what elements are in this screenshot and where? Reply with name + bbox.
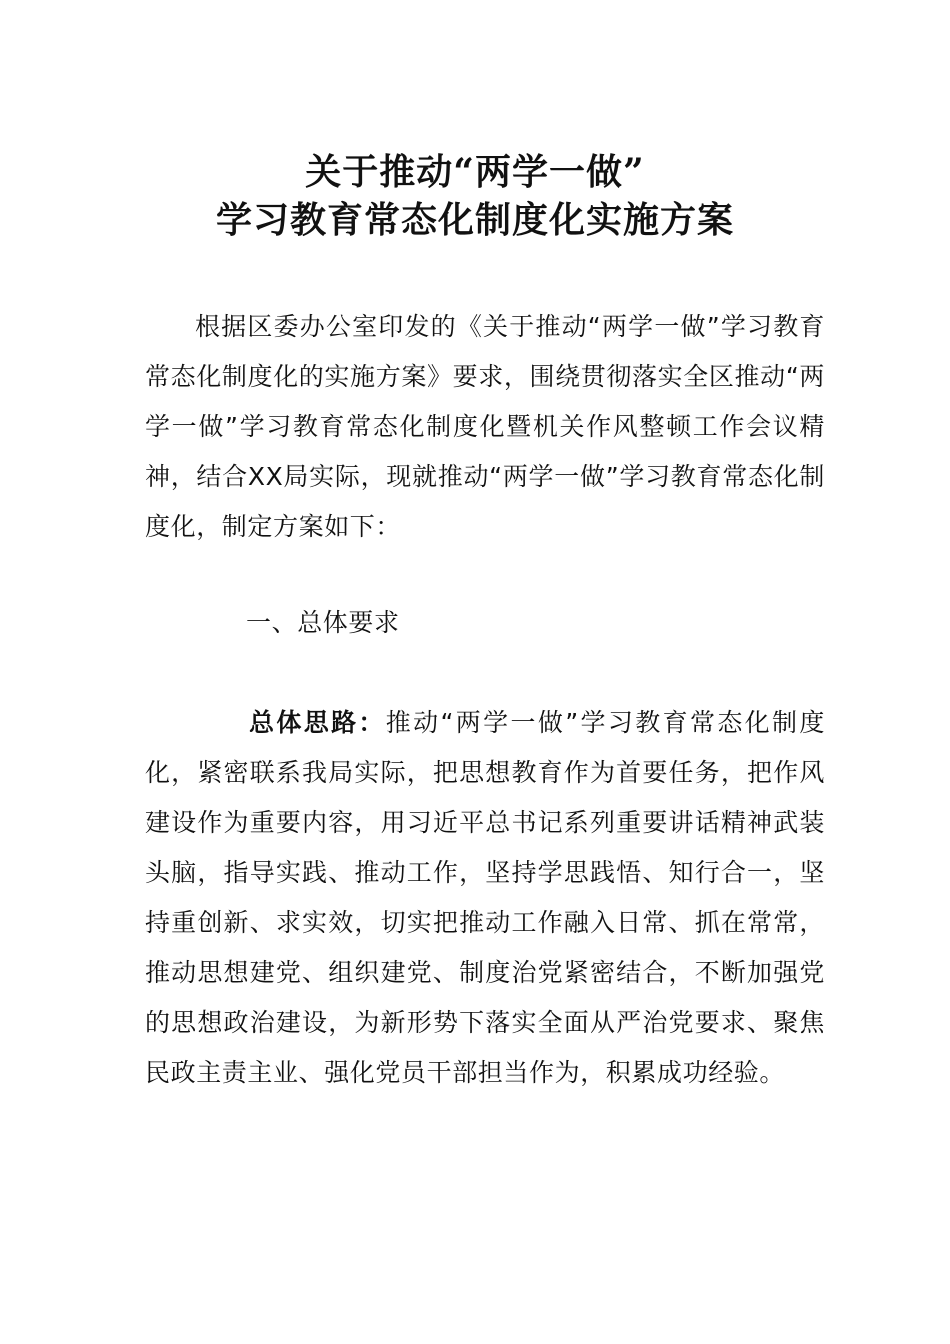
general-approach-paragraph [145,698,825,1098]
general-approach-lead: 总体思路： [249,708,386,737]
document-title-line-1: 关于推动“两学一做” [305,151,645,193]
document-title-line-2: 学习教育常态化制度化实施方案 [215,199,734,241]
intro-paragraph: 根据区委办公室印发的《关于推动“两学一做”学习教育常态化制度化的实施方案》要求，围绕贯彻落实全区推动“两学一做”学习教育常态化制度化暨机关作风整顿工作会议精神，结合XX局实际，现就推动“两学一做”学习教育常态化制度化，制定方案如下： [145,312,825,541]
general-approach-text: 推动“两学一做”学习教育常态化制度化，紧密联系我局实际，把思想教育作为首要任务，把作风建设作为重要内容，用习近平总书记系列重要讲话精神武装头脑，指导实践、推动工作，坚持学思践悟、知行合一，坚持重创新、求实效，切实把推动工作融入日常、抓在常常，推动思想建党、组织建党、制度治党紧密结合，不断加强党的思想政治建设，为新形势下落实全面从严治党要求、聚焦民政主责主业、强化党员干部担当作为，积累成功经验。 [145,708,825,1087]
section-heading-general-requirements: 一、总体要求 [246,608,400,637]
